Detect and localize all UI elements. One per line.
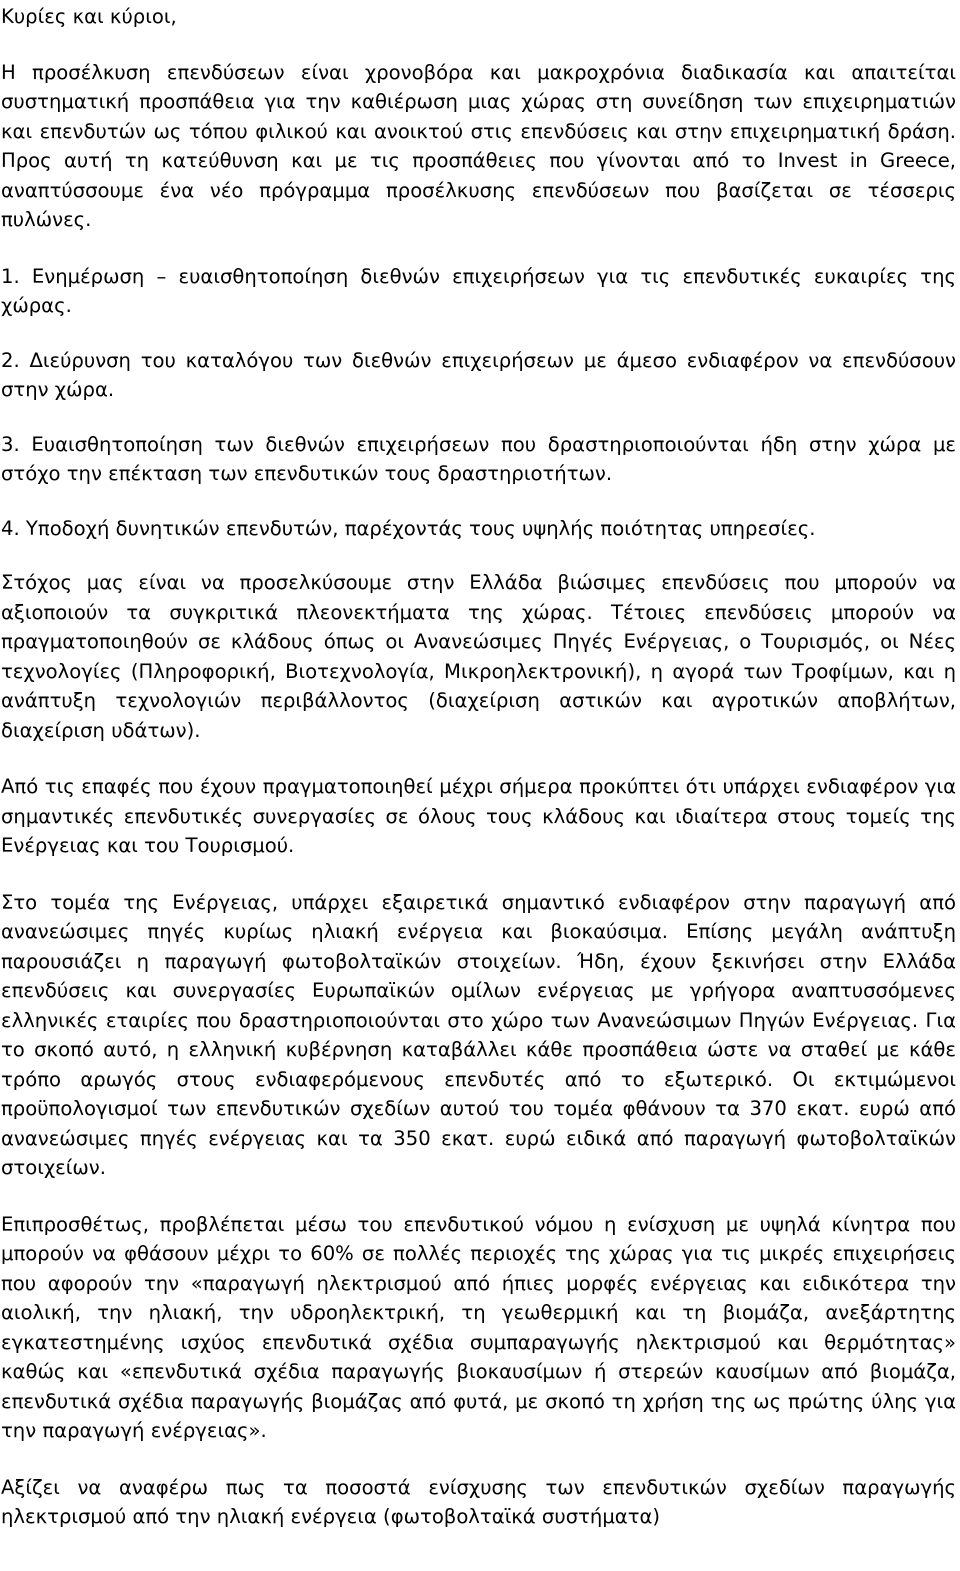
pillar-item-3: 3. Ευαισθητοποίηση των διεθνών επιχειρήσεων που δραστηριοποιούνται ήδη στην χώρα με στόχο την επέκταση των επενδυτικών τους δραστηριοτήτων. [1,432,956,485]
pillar-item-1: 1. Ενημέρωση – ευαισθητοποίηση διεθνών επιχειρήσεων για τις επενδυτικές ευκαιρίες της χώρας. [1,264,956,317]
incentives-paragraph: Επιπροσθέτως, προβλέπεται μέσω του επενδυτικού νόμου η ενίσχυση με υψηλά κίνητρα που μπορούν να φθάσουν μέχρι το 60% σε πολλές περιοχές της χώρας για τις μικρές επιχειρήσεις που αφορούν την «παραγωγή ηλεκτρισμού από ήπιες μορφές ενέργειας και ειδικότερα την αιολική, την ηλιακή, την υδροηλεκτρική, τη γεωθερμική και τη βιομάζα, ανεξάρτητης εγκατεστημένης ισχύος επενδυτικά σχέδια συμπαραγωγής ηλεκτρισμού και θερμότητας» καθώς και «επενδυτικά σχέδια παραγωγής βιοκαυσίμων ή στερεών καυσίμων από βιομάζα, επενδυτικά σχέδια παραγωγής βιομάζας από φυτά, με σκοπό τη χρήση της ως πρώτης ύλης για την παραγωγή ενέργειας». [1,1212,956,1442]
intro-paragraph: Η προσέλκυση επενδύσεων είναι χρονοβόρα και μακροχρόνια διαδικασία και απαιτείται συστηματική προσπάθεια για την καθιέρωση μιας χώρας στη συνείδηση των επιχειρηματιών και επενδυτών ως τόπου φιλικού και ανοικτού στις επενδύσεις και στην επιχειρηματική δράση. Προς αυτή τη κατεύθυνση και με τις προσπάθειες που γίνονται από το Invest in Greece, αναπτύσσουμε ένα νέο πρόγραμμα προσέλκυσης επενδύσεων που βασίζεται σε τέσσερις πυλώνες. [1,60,956,231]
subsidy-rates-paragraph: Αξίζει να αναφέρω πως τα ποσοστά ενίσχυσης των επενδυτικών σχεδίων παραγωγής ηλεκτρισμού από την ηλιακή ενέργεια (φωτοβολταϊκά συστήματα) [1,1475,956,1528]
pillar-item-4: 4. Υποδοχή δυνητικών επενδυτών, παρέχοντάς τους υψηλής ποιότητας υπηρεσίες. [1,516,816,540]
greeting: Κυρίες και κύριοι, [1,5,177,28]
pillar-item-2: 2. Διεύρυνση του καταλόγου των διεθνών επιχειρήσεων με άμεσο ενδιαφέρον να επενδύσουν στην χώρα. [1,348,956,401]
energy-paragraph: Στο τομέα της Ενέργειας, υπάρχει εξαιρετικά σημαντικό ενδιαφέρον στην παραγωγή από ανανεώσιμες πηγές κυρίως ηλιακή ενέργεια και βιοκαύσιμα. Επίσης μεγάλη ανάπτυξη παρουσιάζει η παραγωγή φωτοβολταϊκών στοιχείων. Ήδη, έχουν ξεκινήσει στην Ελλάδα επενδύσεις και συνεργασίες Ευρωπαϊκών ομίλων ενέργειας με γρήγορα αναπτυσσόμενες ελληνικές εταιρίες που δραστηριοποιούνται στο χώρο των Ανανεώσιμων Πηγών Ενέργειας. Για το σκοπό αυτό, η ελληνική κυβέρνηση καταβάλλει κάθε προσπάθεια ώστε να σταθεί με κάθε τρόπο αρωγός στους ενδιαφερόμενους επενδυτές από το εξωτερικό. Οι εκτιμώμενοι προϋπολογισμοί των επενδυτικών σχεδίων αυτού του τομέα φθάνουν τα 370 εκατ. ευρώ από ανανεώσιμες πηγές ενέργειας και τα 350 εκατ. ευρώ ειδικά από παραγωγή φωτοβολταϊκών στοιχείων. [1,890,956,1179]
goal-paragraph: Στόχος μας είναι να προσελκύσουμε στην Ελλάδα βιώσιμες επενδύσεις που μπορούν να αξιοποιούν τα συγκριτικά πλεονεκτήματα της χώρας. Τέτοιες επενδύσεις μπορούν να πραγματοποιηθούν σε κλάδους όπως οι Ανανεώσιμες Πηγές Ενέργειας, ο Τουρισμός, οι Νέες τεχνολογίες (Πληροφορική, Βιοτεχνολογία, Μικροηλεκτρονική), η αγορά των Τροφίμων, και η ανάπτυξη τεχνολογιών περιβάλλοντος (διαχείριση αστικών και αγροτικών αποβλήτων, διαχείριση υδάτων). [1,571,956,742]
contacts-paragraph: Από τις επαφές που έχουν πραγματοποιηθεί μέχρι σήμερα προκύπτει ότι υπάρχει ενδιαφέρον για σημαντικές επενδυτικές συνεργασίες σε όλους τους κλάδους και ιδιαίτερα στους τομείς της Ενέργειας και του Τουρισμού. [1,775,956,857]
